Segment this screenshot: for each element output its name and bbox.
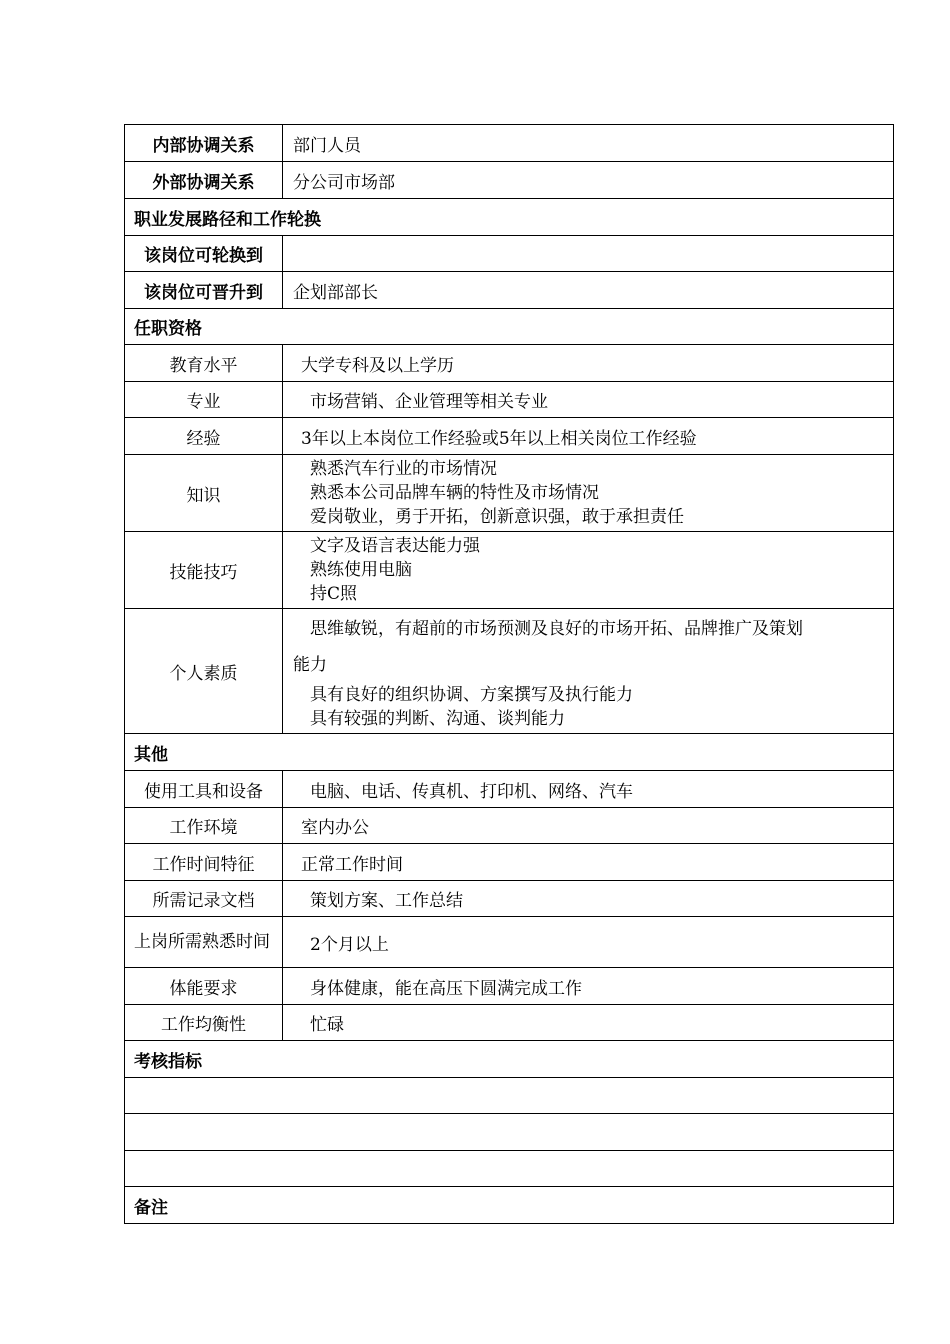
familiarization-time-value: 2个月以上: [283, 917, 894, 968]
major-value: 市场营销、企业管理等相关专业: [283, 382, 894, 418]
table-row: [125, 968, 894, 1005]
quality-paragraph-line: 思维敏锐，有超前的市场预测及良好的市场开拓、品牌推广及策划: [310, 619, 803, 639]
external-coordination-label: 外部协调关系: [125, 162, 283, 199]
table-row: [125, 917, 894, 968]
table-row: [125, 345, 894, 382]
table-row: [125, 844, 894, 881]
table-row: [125, 734, 894, 771]
work-balance-label: 工作均衡性: [125, 1005, 283, 1041]
table-row: [125, 1041, 894, 1078]
experience-value: 3年以上本岗位工作经验或5年以上相关岗位工作经验: [283, 418, 894, 455]
knowledge-label: 知识: [125, 455, 283, 532]
personal-quality-label: 个人素质: [125, 609, 283, 734]
rotation-value: [283, 236, 894, 272]
promotion-value: 企划部部长: [283, 272, 894, 309]
qualification-section-heading: 任职资格: [125, 309, 894, 345]
environment-value: 室内办公: [283, 808, 894, 844]
table-row: [125, 455, 894, 532]
promotion-label: 该岗位可晋升到: [125, 272, 283, 309]
quality-paragraph-line: 能力: [293, 655, 327, 675]
familiarization-time-label: 上岗所需熟悉时间: [125, 917, 283, 968]
table-row: [125, 309, 894, 345]
table-row: [125, 532, 894, 609]
table-row: [125, 1187, 894, 1224]
knowledge-line: 熟悉本公司品牌车辆的特性及市场情况: [310, 483, 599, 503]
internal-coordination-value: 部门人员: [283, 125, 894, 162]
table-row: [125, 808, 894, 844]
table-row: [125, 1114, 894, 1151]
table-row: [125, 881, 894, 917]
knowledge-line: 熟悉汽车行业的市场情况: [310, 459, 497, 479]
career-path-section-heading: 职业发展路径和工作轮换: [125, 199, 894, 236]
tools-label: 使用工具和设备: [125, 771, 283, 808]
table-row: [125, 125, 894, 162]
job-description-table: [124, 124, 894, 1224]
tools-value: 电脑、电话、传真机、打印机、网络、汽车: [283, 771, 894, 808]
remarks-section-heading: 备注: [125, 1187, 894, 1224]
major-label: 专业: [125, 382, 283, 418]
environment-label: 工作环境: [125, 808, 283, 844]
assessment-blank-row: [125, 1078, 894, 1114]
external-coordination-value: 分公司市场部: [283, 162, 894, 199]
personal-quality-value: [283, 609, 894, 734]
physical-requirement-value: 身体健康，能在高压下圆满完成工作: [283, 968, 894, 1005]
records-label: 所需记录文档: [125, 881, 283, 917]
table-row: [125, 272, 894, 309]
table-row: [125, 1078, 894, 1114]
physical-requirement-label: 体能要求: [125, 968, 283, 1005]
skills-value: [283, 532, 894, 609]
knowledge-value: [283, 455, 894, 532]
work-time-label: 工作时间特征: [125, 844, 283, 881]
skills-line: 持C照: [310, 584, 358, 604]
table-row: [125, 1005, 894, 1041]
experience-label: 经验: [125, 418, 283, 455]
knowledge-line: 爱岗敬业，勇于开拓，创新意识强，敢于承担责任: [310, 507, 684, 527]
records-value: 策划方案、工作总结: [283, 881, 894, 917]
assessment-blank-row: [125, 1114, 894, 1151]
internal-coordination-label: 内部协调关系: [125, 125, 283, 162]
skills-label: 技能技巧: [125, 532, 283, 609]
table-row: [125, 162, 894, 199]
table-row: [125, 1151, 894, 1187]
table-row: [125, 771, 894, 808]
table-row: [125, 609, 894, 734]
assessment-section-heading: 考核指标: [125, 1041, 894, 1078]
education-value: 大学专科及以上学历: [283, 345, 894, 382]
skills-line: 文字及语言表达能力强: [310, 536, 480, 556]
other-section-heading: 其他: [125, 734, 894, 771]
skills-line: 熟练使用电脑: [310, 560, 412, 580]
quality-line: 具有良好的组织协调、方案撰写及执行能力: [310, 685, 633, 705]
table-row: [125, 418, 894, 455]
work-time-value: 正常工作时间: [283, 844, 894, 881]
work-balance-value: 忙碌: [283, 1005, 894, 1041]
table-row: [125, 236, 894, 272]
table-row: [125, 199, 894, 236]
table-row: [125, 382, 894, 418]
rotation-label: 该岗位可轮换到: [125, 236, 283, 272]
assessment-blank-row: [125, 1151, 894, 1187]
education-label: 教育水平: [125, 345, 283, 382]
quality-line: 具有较强的判断、沟通、谈判能力: [310, 709, 565, 729]
